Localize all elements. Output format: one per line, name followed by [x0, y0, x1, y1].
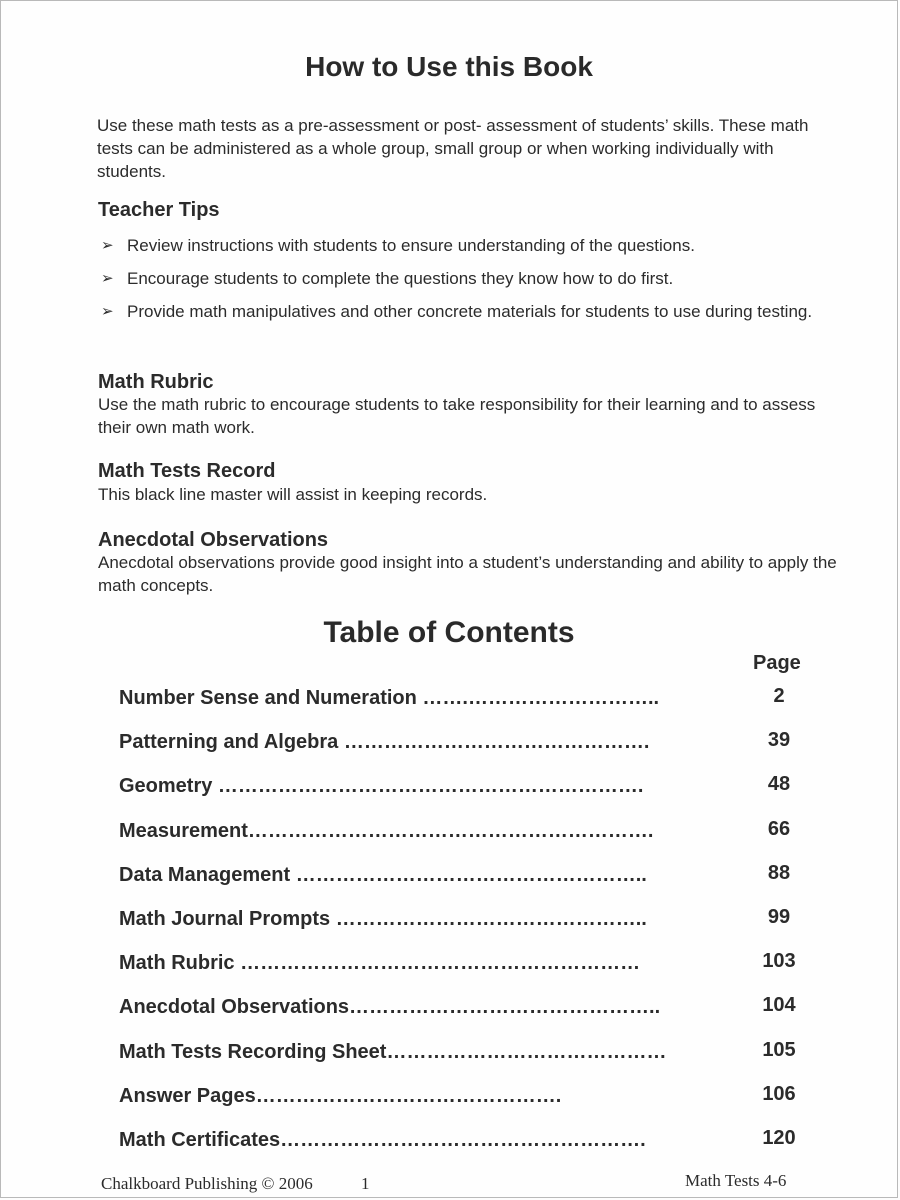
- toc-entry-page: 105: [762, 1038, 796, 1061]
- toc-entry: [119, 775, 809, 819]
- toc-page-heading: Page: [753, 652, 801, 674]
- toc-entry-page: 39: [767, 729, 791, 752]
- page-title: How to Use this Book: [305, 51, 593, 82]
- toc-entry-text: Math Journal Prompts ………………………………………..: [119, 907, 647, 930]
- arrow-bullet-icon: ➢: [101, 237, 114, 254]
- toc-entry: [119, 861, 809, 908]
- toc-entry: [119, 905, 809, 952]
- math-rubric-text: Use the math rubric to encourage students to take responsibility for their learning and to assess their own math work.: [98, 395, 816, 437]
- toc-entry-text: Anecdotal Observations………………………………………..: [119, 996, 661, 1019]
- toc-entry-page: 103: [762, 950, 796, 973]
- toc-entry-text: Math Certificates……………………………………………….: [119, 1128, 646, 1151]
- toc-entry-page: 2: [773, 685, 785, 707]
- toc-entry-page: 106: [762, 1082, 796, 1105]
- toc-title: Table of Contents: [323, 616, 575, 649]
- toc-entry-text: Geometry ……………………………………………………….: [119, 775, 644, 798]
- toc-entry-text: Math Rubric ……………………………………………………: [119, 952, 641, 975]
- arrow-bullet-icon: ➢: [101, 270, 114, 287]
- toc-entry: [119, 952, 809, 996]
- toc-entry-text: Measurement…………………………………………………….: [119, 819, 654, 842]
- tip-text: Review instructions with students to ensure understanding of the questions.: [127, 236, 695, 255]
- teacher-tips-heading: Teacher Tips: [98, 199, 220, 221]
- list-item: [101, 300, 831, 323]
- toc-entry-page: 88: [767, 861, 791, 884]
- footer-publisher: Chalkboard Publishing © 2006: [101, 1174, 313, 1193]
- toc-entry-page: 99: [767, 905, 791, 928]
- toc-entry-text: Answer Pages……………………………………….: [119, 1084, 562, 1107]
- toc-entry: [119, 996, 809, 1040]
- teacher-tips-list: [101, 234, 831, 333]
- footer-page-number: 1: [361, 1174, 370, 1193]
- toc-entry-text: Number Sense and Numeration …….………………………..: [119, 687, 660, 709]
- math-rubric-heading: Math Rubric: [98, 371, 214, 393]
- math-tests-record-heading: Math Tests Record: [98, 460, 276, 482]
- toc-entry-page: 104: [762, 994, 796, 1017]
- toc-entry-page: 48: [767, 773, 791, 796]
- toc-list: [119, 687, 809, 1173]
- toc-entry: [119, 1126, 809, 1173]
- tip-text: Encourage students to complete the questions they know how to do first.: [127, 269, 674, 288]
- toc-entry-text: Patterning and Algebra ……………………………………….: [119, 731, 650, 754]
- anecdotal-observations-heading: Anecdotal Observations: [98, 529, 329, 551]
- toc-entry: [119, 817, 809, 864]
- toc-entry-page: 120: [762, 1126, 796, 1149]
- footer-book-title: Math Tests 4-6: [685, 1171, 787, 1190]
- arrow-bullet-icon: ➢: [101, 303, 114, 320]
- anecdotal-observations-text: Anecdotal observations provide good insight into a student’s understanding and ability to apply the math concepts.: [98, 553, 837, 595]
- toc-entry: [119, 1082, 809, 1129]
- toc-entry-text: Data Management ……………………………………………..: [119, 863, 647, 886]
- math-tests-record-text: This black line master will assist in keeping records.: [98, 485, 488, 504]
- toc-entry: [119, 731, 809, 775]
- intro-paragraph: Use these math tests as a pre-assessment or post- assessment of students’ skills. These math tests can be administered as a whole group, small group or when working individually with students.: [97, 116, 809, 181]
- toc-entry: [119, 687, 809, 731]
- tip-text: Provide math manipulatives and other concrete materials for students to use during testing.: [127, 302, 813, 321]
- toc-entry-text: Math Tests Recording Sheet……………………………………: [119, 1040, 667, 1063]
- list-item: [101, 267, 831, 290]
- list-item: [101, 234, 831, 257]
- toc-entry: [119, 1038, 809, 1085]
- toc-entry-page: 66: [767, 817, 791, 840]
